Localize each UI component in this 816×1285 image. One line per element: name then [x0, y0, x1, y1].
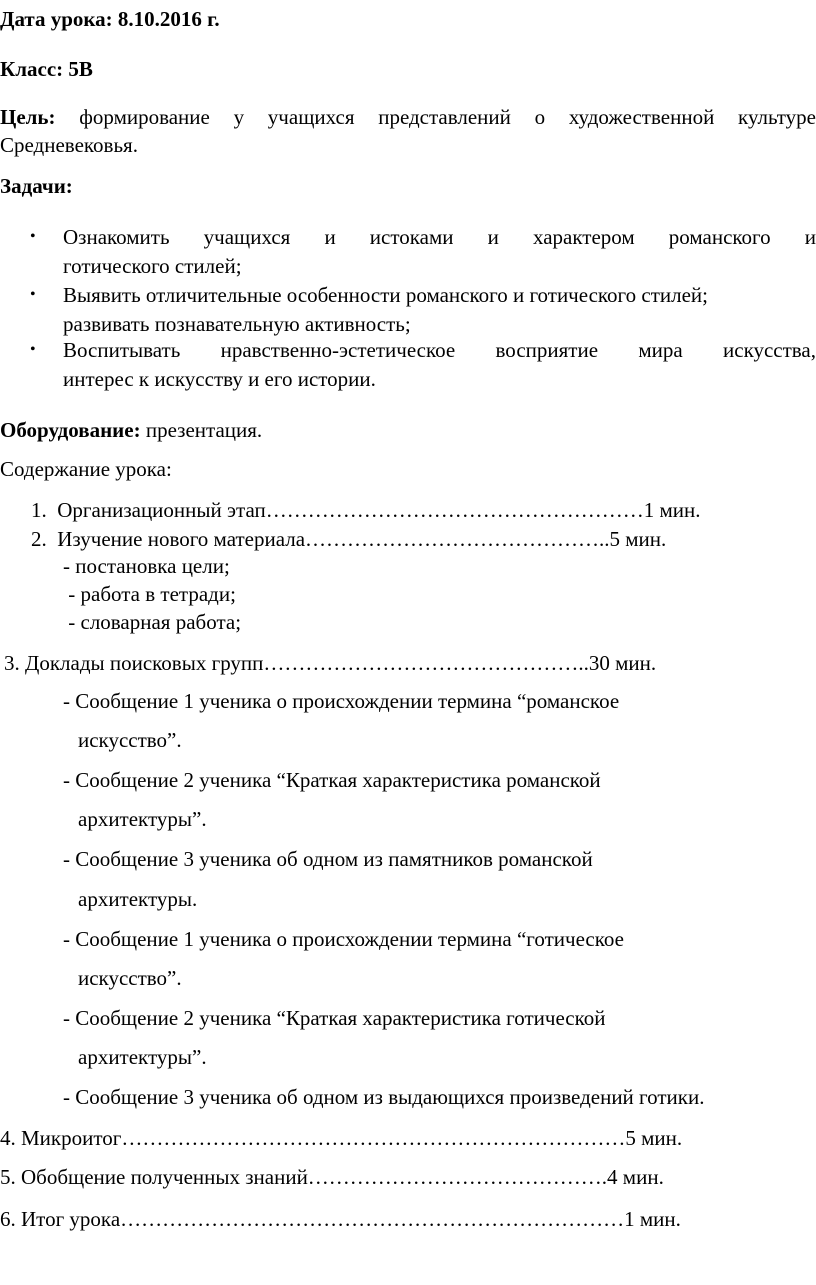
goal-text: формирование у учащихся представлений о художественной культуре	[55, 105, 816, 129]
tasks-label: Задачи:	[0, 174, 73, 198]
stage-2-sub-2: - работа в тетради;	[63, 582, 236, 606]
stage-3-sub-2: - Сообщение 2 ученика “Краткая характеристика романской	[63, 768, 601, 792]
task-2-line-1: Выявить отличительные особенности романского и готического стилей;	[63, 283, 708, 307]
task-3-line-1: Воспитывать нравственно-эстетическое восприятие мира искусства,	[63, 338, 816, 362]
equipment-label: Оборудование:	[0, 418, 141, 442]
stage-3-sub-3: - Сообщение 3 ученика об одном из памятников романской	[63, 847, 593, 871]
stage-5: 5. Обобщение полученных знаний…………………………………….4 мин.	[0, 1165, 664, 1189]
task-2-line-2: развивать познавательную активность;	[63, 312, 411, 336]
stage-3: 3. Доклады поисковых групп………………………………………..30 мин.	[4, 651, 657, 675]
stage-3-sub-4: - Сообщение 1 ученика о происхождении термина “готическое	[63, 927, 624, 951]
stage-1: 1. Организационный этап………………………………………………1 мин.	[31, 498, 701, 522]
stage-3-sub-4-cont: искусство”.	[78, 966, 182, 990]
task-3-line-2: интерес к искусству и его истории.	[63, 367, 376, 391]
stage-3-sub-3-cont: архитектуры.	[78, 887, 198, 911]
equipment-text: презентация.	[140, 418, 263, 442]
goal-label: Цель:	[0, 105, 56, 129]
stage-3-sub-5: - Сообщение 2 ученика “Краткая характеристика готической	[63, 1006, 606, 1030]
stage-3-sub-1-cont: искусство”.	[78, 728, 182, 752]
stage-2: 2. Изучение нового материала……………………………………..5 мин.	[31, 527, 667, 551]
stage-2-sub-3: - словарная работа;	[63, 610, 242, 634]
lesson-date: Дата урока: 8.10.2016 г.	[0, 7, 220, 31]
list-bullet: •	[30, 341, 36, 358]
stage-3-sub-6: - Сообщение 3 ученика об одном из выдающихся произведений готики.	[63, 1085, 705, 1109]
stage-3-sub-5-cont: архитектуры”.	[78, 1045, 207, 1069]
class-label: Класс: 5В	[0, 57, 93, 81]
list-bullet: •	[30, 228, 36, 245]
stage-3-sub-2-cont: архитектуры”.	[78, 807, 207, 831]
task-1-line-1: Ознакомить учащихся и истоками и характером романского и	[63, 225, 816, 249]
stage-6: 6. Итог урока………………………………………………………………1 мин.	[0, 1207, 681, 1231]
stage-4: 4. Микроитог………………………………………………………………5 мин.	[0, 1126, 683, 1150]
equipment-line	[0, 417, 262, 443]
goal-line-2: Средневековья.	[0, 133, 138, 157]
list-bullet: •	[30, 286, 36, 303]
content-heading: Содержание урока:	[0, 457, 172, 481]
stage-3-sub-1: - Сообщение 1 ученика о происхождении термина “романское	[63, 689, 620, 713]
stage-2-sub-1: - постановка цели;	[63, 554, 230, 578]
goal-line-1	[0, 104, 816, 130]
task-1-line-2: готического стилей;	[63, 254, 242, 278]
